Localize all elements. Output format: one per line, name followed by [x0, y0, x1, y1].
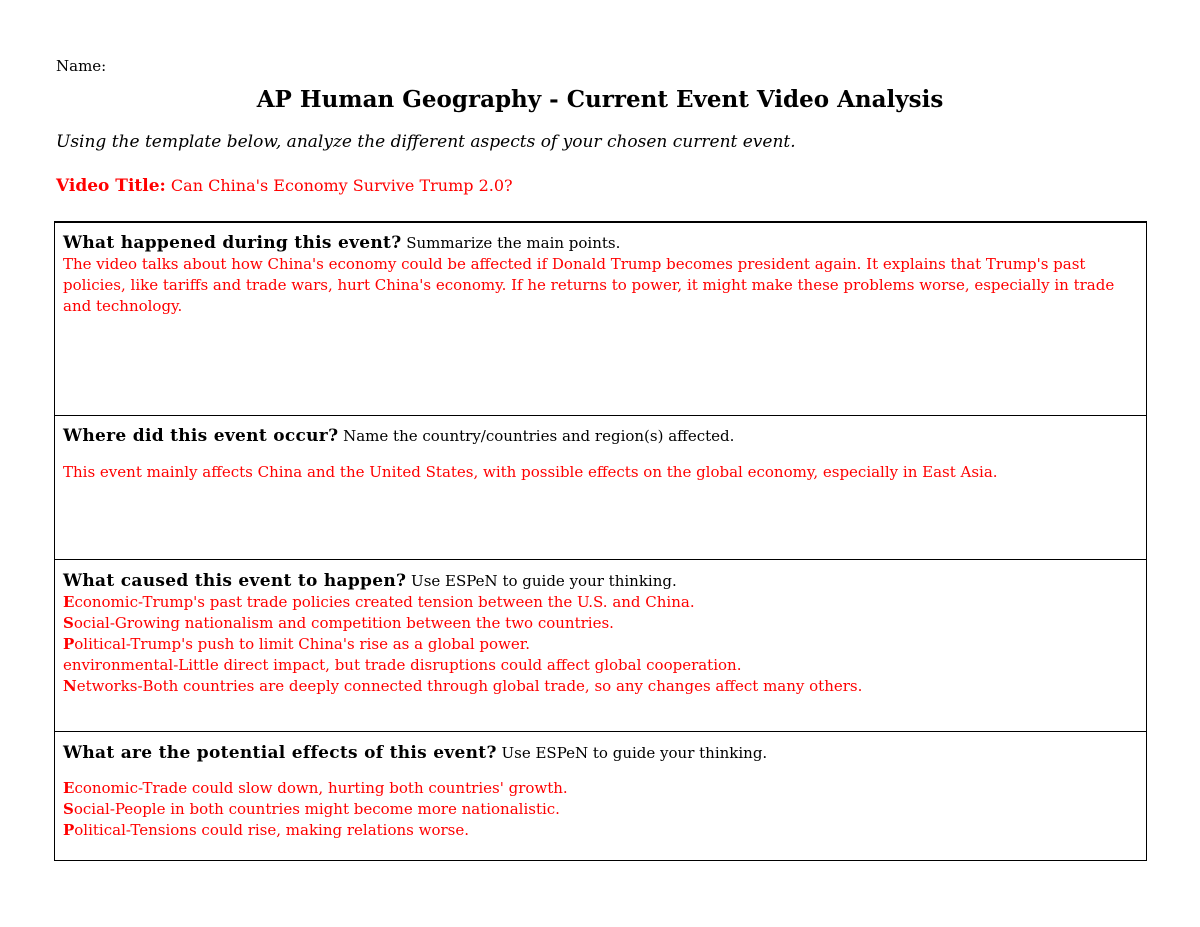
- espen-initial: E: [63, 779, 75, 797]
- section-causes: [55, 560, 1146, 732]
- answer-line: [63, 676, 1138, 697]
- answer-line: [63, 613, 1138, 634]
- answer-line: [63, 592, 1138, 613]
- answer-line-text: conomic-Trade could slow down, hurting both countries' growth.: [74, 779, 568, 797]
- answer-line: [63, 820, 1138, 841]
- espen-initial: S: [63, 800, 74, 818]
- page-title: AP Human Geography - Current Event Video Analysis: [256, 86, 944, 113]
- question-heading: What caused this event to happen?: [63, 571, 407, 591]
- name-label: Name:: [56, 57, 107, 75]
- question-heading: What are the potential effects of this event?: [63, 743, 497, 763]
- video-title-line: [56, 176, 513, 196]
- answer-line-text: ocial-Growing nationalism and competition between the two countries.: [73, 614, 614, 632]
- video-title-label: Video Title:: [56, 176, 166, 196]
- answer-line-text: olitical-Trump's push to limit China's rise as a global power.: [74, 635, 531, 653]
- espen-initial: S: [63, 614, 74, 632]
- answer-line: [63, 634, 1138, 655]
- question-row: [63, 425, 1138, 447]
- instructions: Using the template below, analyze the different aspects of your chosen current event.: [56, 132, 796, 152]
- section-where: [55, 416, 1146, 560]
- question-row: [63, 232, 1138, 254]
- question-prompt: Name the country/countries and region(s) affected.: [343, 427, 735, 445]
- answer-line-text: olitical-Tensions could rise, making relations worse.: [74, 821, 470, 839]
- question-prompt: Use ESPeN to guide your thinking.: [501, 744, 768, 762]
- answer-line: [63, 778, 1138, 799]
- question-prompt: Summarize the main points.: [406, 234, 621, 252]
- answer-line-text: conomic-Trump's past trade policies created tension between the U.S. and China.: [74, 593, 695, 611]
- section-what-happened: [55, 223, 1146, 416]
- question-row: [63, 570, 1138, 592]
- question-prompt: Use ESPeN to guide your thinking.: [411, 572, 677, 590]
- espen-initial: E: [63, 593, 75, 611]
- espen-initial: N: [63, 677, 77, 695]
- question-heading: Where did this event occur?: [63, 426, 339, 446]
- answer-line-text: etworks-Both countries are deeply connected through global trade, so any changes affect many others.: [76, 677, 863, 695]
- video-title-value: Can China's Economy Survive Trump 2.0?: [170, 176, 513, 195]
- answer-text: This event mainly affects China and the United States, with possible effects on the global economy, especially in East Asia.: [63, 463, 998, 481]
- answer-line: [63, 799, 1138, 820]
- espen-initial: P: [63, 635, 75, 653]
- answer-line-text: ocial-People in both countries might become more nationalistic.: [73, 800, 560, 818]
- analysis-table: [54, 221, 1147, 861]
- section-effects: [55, 732, 1146, 860]
- answer-line: [63, 655, 1138, 676]
- espen-initial: P: [63, 821, 75, 839]
- question-heading: What happened during this event?: [63, 233, 402, 253]
- answer-line-text: environmental-Little direct impact, but trade disruptions could affect global cooperation.: [63, 656, 742, 674]
- answer-text: The video talks about how China's economy could be affected if Donald Trump becomes president again. It explains that Trump's past policies, like tariffs and trade wars, hurt China's economy. If he returns to power, it might make these problems worse, especially in trade and technology.: [63, 255, 1115, 315]
- question-row: [63, 742, 1138, 764]
